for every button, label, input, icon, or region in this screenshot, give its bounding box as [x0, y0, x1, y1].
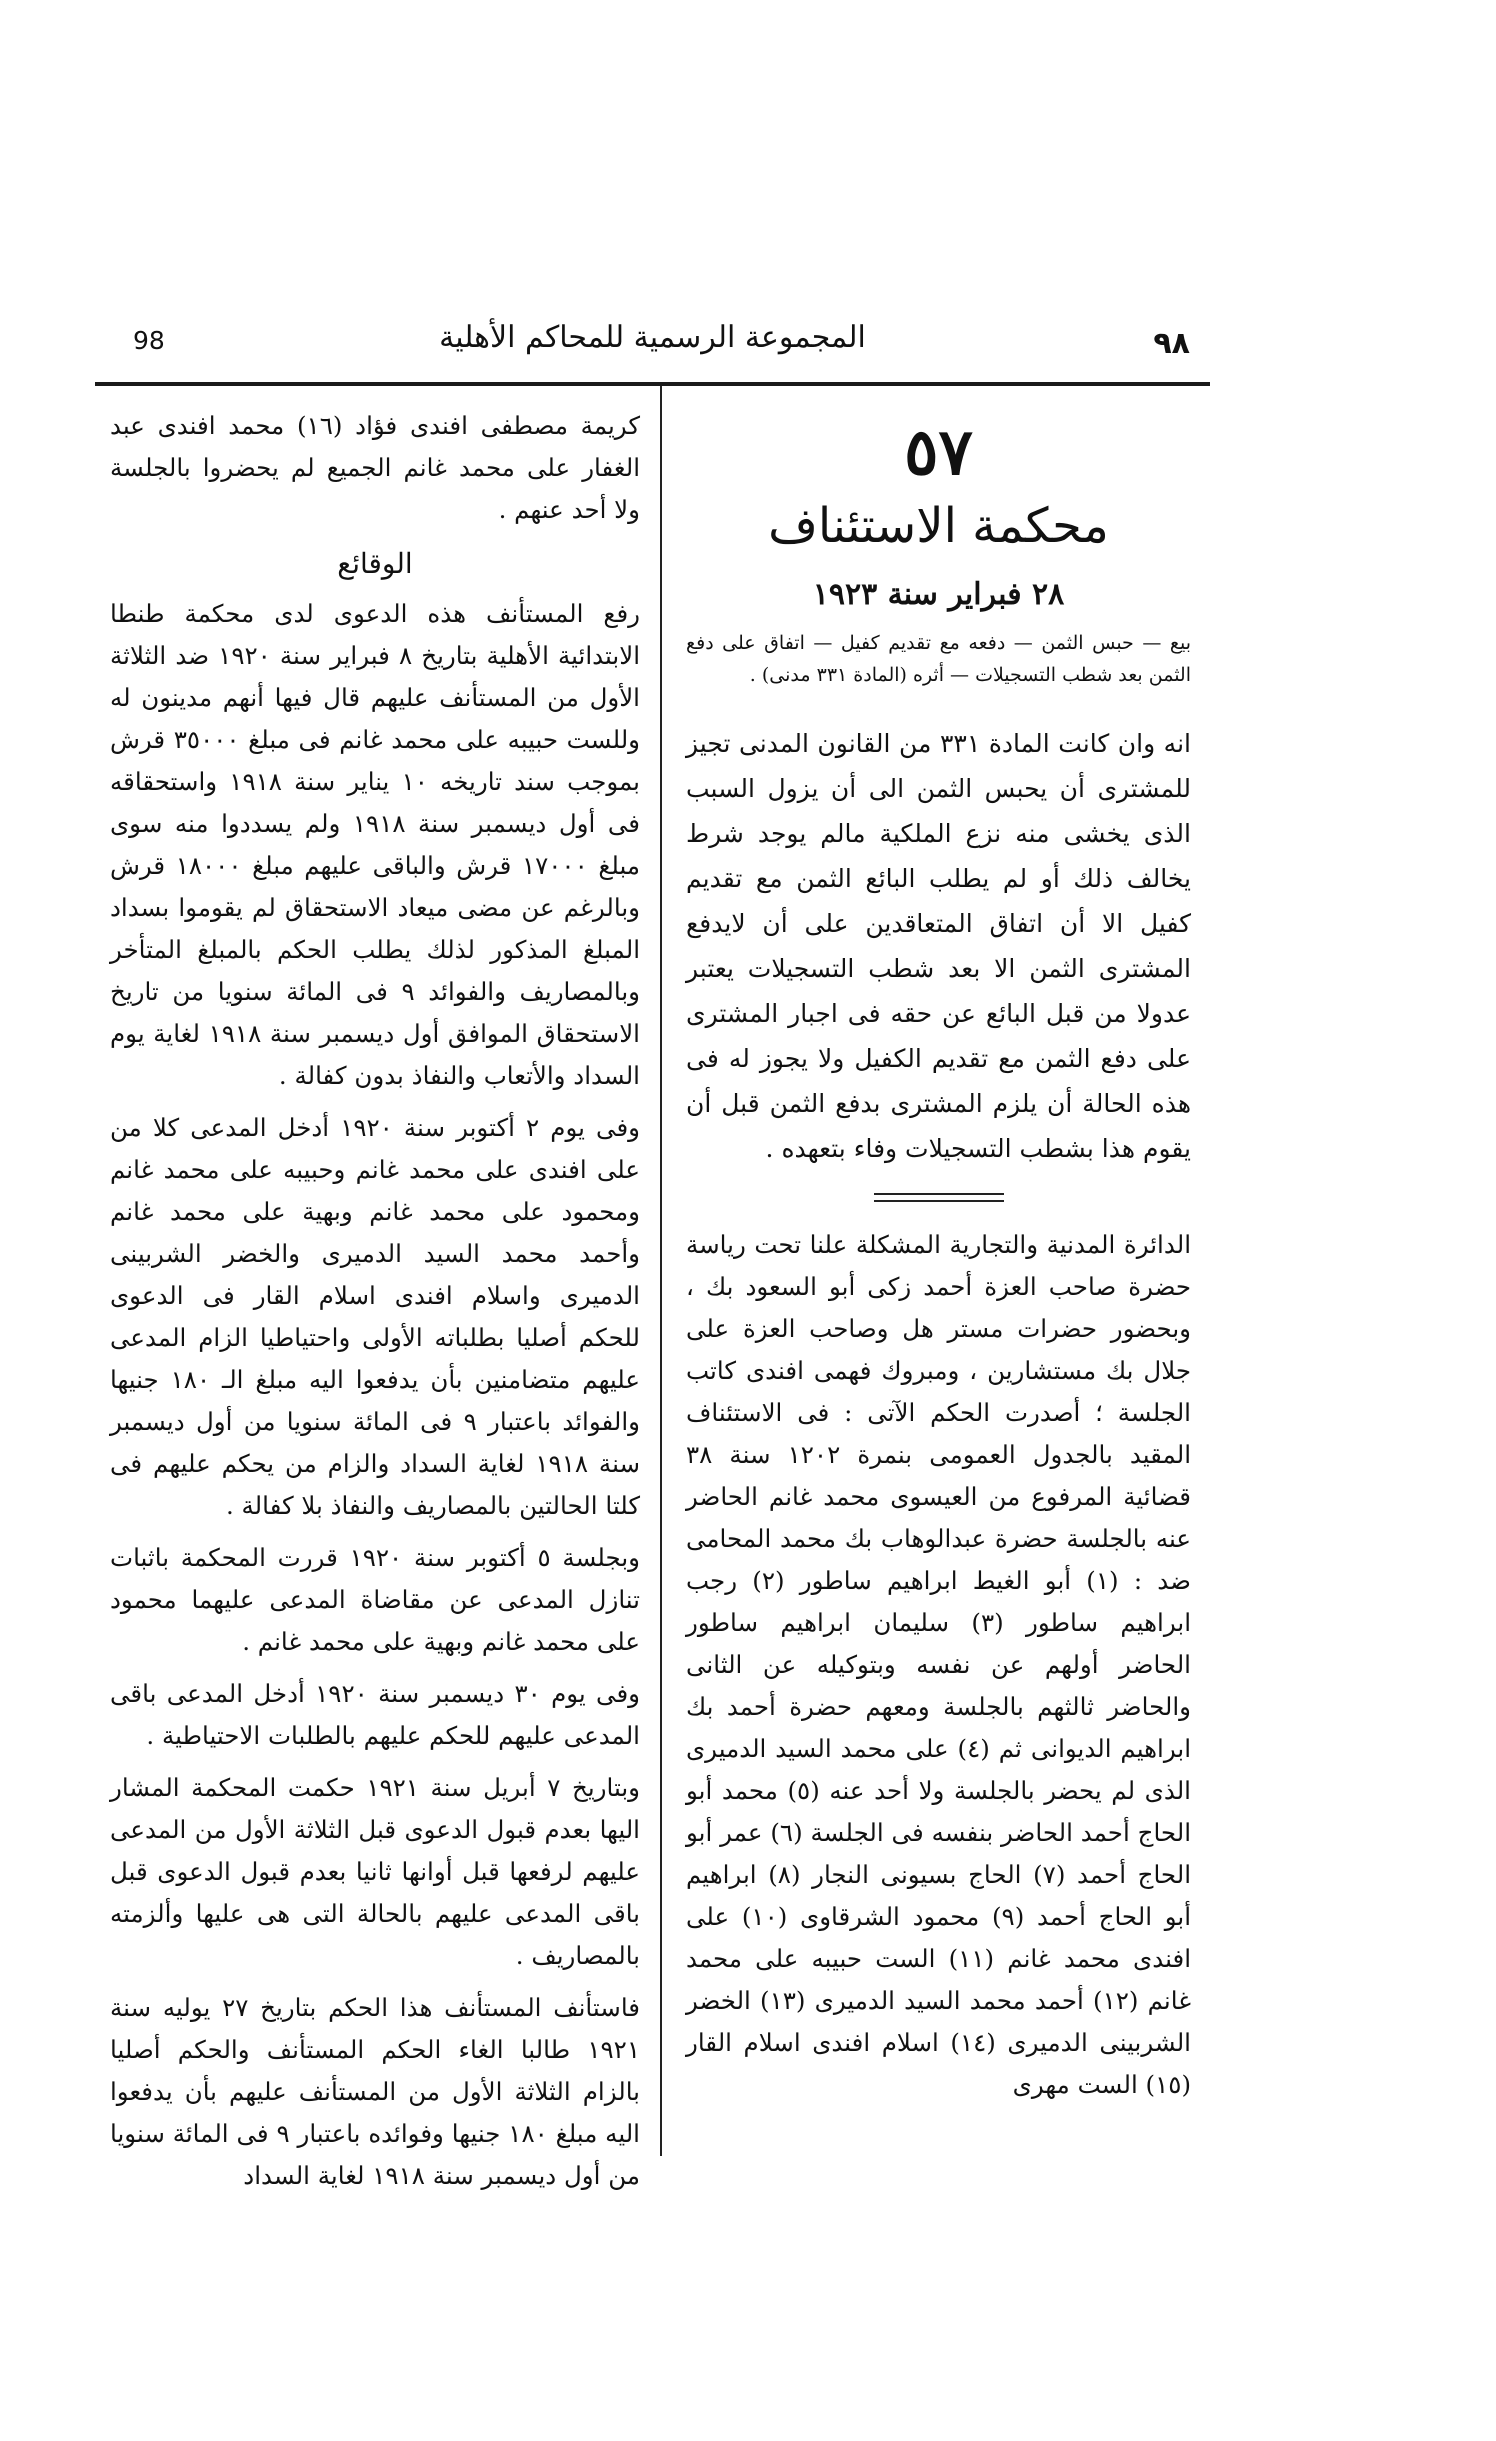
headnote: انه وان كانت المادة ٣٣١ من القانون المدنى تجيز للمشترى أن يحبس الثمن الى أن يزول السبب الذى يخشى منه نزع الملكية مالم يوجد شرط يخالف ذلك أو لم يطلب البائع الثمن مع تقديم كفيل الا أن اتفاق المتعاقدين على أن لايدفع المشترى الثمن الا بعد شطب التسجيلات يعتبر عدولا من قبل البائع عن حقه فى اجبار المشترى على دفع الثمن مع تقديم الكفيل ولا يجوز له فى هذه الحالة أن يلزم المشترى بدفع الثمن قبل أن يقوم هذا بشطب التسجيلات وفاء بتعهده .: [686, 729, 1191, 1163]
header-rule: [95, 382, 1210, 386]
facts-paragraph: وبتاريخ ٧ أبريل سنة ١٩٢١ حكمت المحكمة المشار اليها بعدم قبول الدعوى قبل الثلاثة الأول من المدعى عليهم لرفعها قبل أوانها ثانيا بعدم قبول الدعوى قبل باقى المدعى عليهم بالحالة التى هى عليها وألزمته بالمصاريف .: [110, 1773, 641, 1970]
left-column: [110, 405, 640, 2207]
page-number-latin: 98: [133, 326, 165, 355]
court-composition-text: الدائرة المدنية والتجارية المشكلة علنا تحت رياسة حضرة صاحب العزة أحمد زكى أبو السعود بك ، وبحضور حضرات مستر هل وصاحب العزة على جلال بك مستشارين ، ومبروك فهمى افندى كاتب الجلسة ؛ أصدرت الحكم الآتى : فى الاستئناف المقيد بالجدول العمومى بنمرة ١٢٠٢ سنة ٣٨ قضائية المرفوع من العيسوى محمد غانم الحاضر عنه بالجلسة حضرة عبدالوهاب بك محمد المحامى ضد : (١) أبو الغيط ابراهيم ساطور (٢) رجب ابراهيم ساطور (٣) سليمان ابراهيم ساطور الحاضر أولهم عن نفسه وبتوكيله عن الثانى والحاضر ثالثهم بالجلسة ومعهم حضرة أحمد بك ابراهيم الديوانى ثم (٤) على محمد السيد الدميرى الذى لم يحضر بالجلسة ولا أحد عنه (٥) محمد أبو الحاج أحمد الحاضر بنفسه فى الجلسة (٦) عمر أبو الحاج أحمد (٧) الحاج بسيونى النجار (٨) ابراهيم أبو الحاج أحمد (٩) محمود الشرقاوى (١٠) على افندى محمد غانم (١١) الست حبيبه على محمد غانم (١٢) أحمد محمد السيد الدميرى (١٣) الخضر الشربينى الدميرى (١٤) اسلام افندى اسلام القار (١٥) الست مهرى: [686, 1230, 1192, 2099]
facts-paragraph: وفى يوم ٢ أكتوبر سنة ١٩٢٠ أدخل المدعى كلا من على افندى على محمد غانم وحبيبه على محمد غانم ومحمود على محمد غانم وبهية على محمد غانم وأحمد محمد السيد الدميرى والخضر الشربينى الدميرى واسلام افندى اسلام القار فى الدعوى للحكم أصليا بطلباته الأولى واحتياطيا الزام المدعى عليهم متضامنين بأن يدفعوا اليه مبلغ الـ ١٨٠ جنيها والفوائد باعتبار ٩ فى المائة سنويا من أول ديسمبر سنة ١٩١٨ لغاية السداد والزام من يحكم عليهم فى كلتا الحالتين بالمصاريف والنفاذ بلا كفالة .: [110, 1113, 640, 1520]
facts-paragraph: رفع المستأنف هذه الدعوى لدى محكمة طنطا الابتدائية الأهلية بتاريخ ٨ فبراير سنة ١٩٢٠ ضد الثلاثة الأول من المستأنف عليهم قال فيها أنهم مدينون له وللست حبيبه على محمد غانم فى مبلغ ٣٥٠٠٠ قرش بموجب سند تاريخه ١٠ يناير سنة ١٩١٨ واستحقاقه فى أول ديسمبر سنة ١٩١٨ ولم يسددوا منه سوى مبلغ ١٧٠٠٠ قرش والباقى عليهم مبلغ ١٨٠٠٠ قرش وبالرغم عن مضى ميعاد الاستحقاق لم يقوموا بسداد المبلغ المذكور لذلك يطلب الحكم بالمبلغ المتأخر وبالمصاريف والفوائد ٩ فى المائة سنويا من تاريخ الاستحقاق الموافق أول ديسمبر سنة ١٩١٨ لغاية يوم السداد والأتعاب والنفاذ بدون كفالة .: [110, 599, 641, 1090]
running-title: المجموعة الرسمية للمحاكم الأهلية: [439, 320, 866, 355]
column-divider: [660, 386, 662, 2156]
section-title-facts: الوقائع: [337, 547, 413, 580]
page-number-arabic: ٩٨: [1153, 326, 1190, 361]
facts-paragraph: وفى يوم ٣٠ ديسمبر سنة ١٩٢٠ أدخل المدعى باقى المدعى عليهم للحكم عليهم بالطلبات الاحتياطية .: [110, 1679, 641, 1750]
parties-continuation: كريمة مصطفى افندى فؤاد (١٦) محمد افندى عبد الغفار على محمد غانم الجميع لم يحضروا بالجلسة ولا أحد عنهم .: [110, 411, 640, 524]
page-header: [95, 318, 1210, 378]
facts-paragraph: وبجلسة ٥ أكتوبر سنة ١٩٢٠ قررت المحكمة باثبات تنازل المدعى عن مقاضاة المدعى عليهما محمود على محمد غانم وبهية على محمد غانم .: [110, 1543, 641, 1656]
right-column: [686, 405, 1191, 2106]
judgment-date: ٢٨ فبراير سنة ١٩٢٣: [812, 577, 1065, 612]
case-number: ٥٧: [904, 415, 973, 490]
case-keywords: بيع — حبس الثمن — دفعه مع تقديم كفيل — اتفاق على دفع الثمن بعد شطب التسجيلات — أثره (المادة ٣٣١ مدنى) .: [686, 632, 1191, 686]
facts-paragraph: فاستأنف المستأنف هذا الحكم بتاريخ ٢٧ يوليه سنة ١٩٢١ طالبا الغاء الحكم المستأنف والحكم أصليا بالزام الثلاثة الأول من المستأنف عليهم بأن يدفعوا اليه مبلغ ١٨٠ جنيها وفوائده باعتبار ٩ فى المائة سنويا من أول ديسمبر سنة ١٩١٨ لغاية السداد: [110, 1993, 640, 2190]
court-name: محكمة الاستئناف: [768, 498, 1109, 554]
section-divider: [874, 1193, 1004, 1202]
